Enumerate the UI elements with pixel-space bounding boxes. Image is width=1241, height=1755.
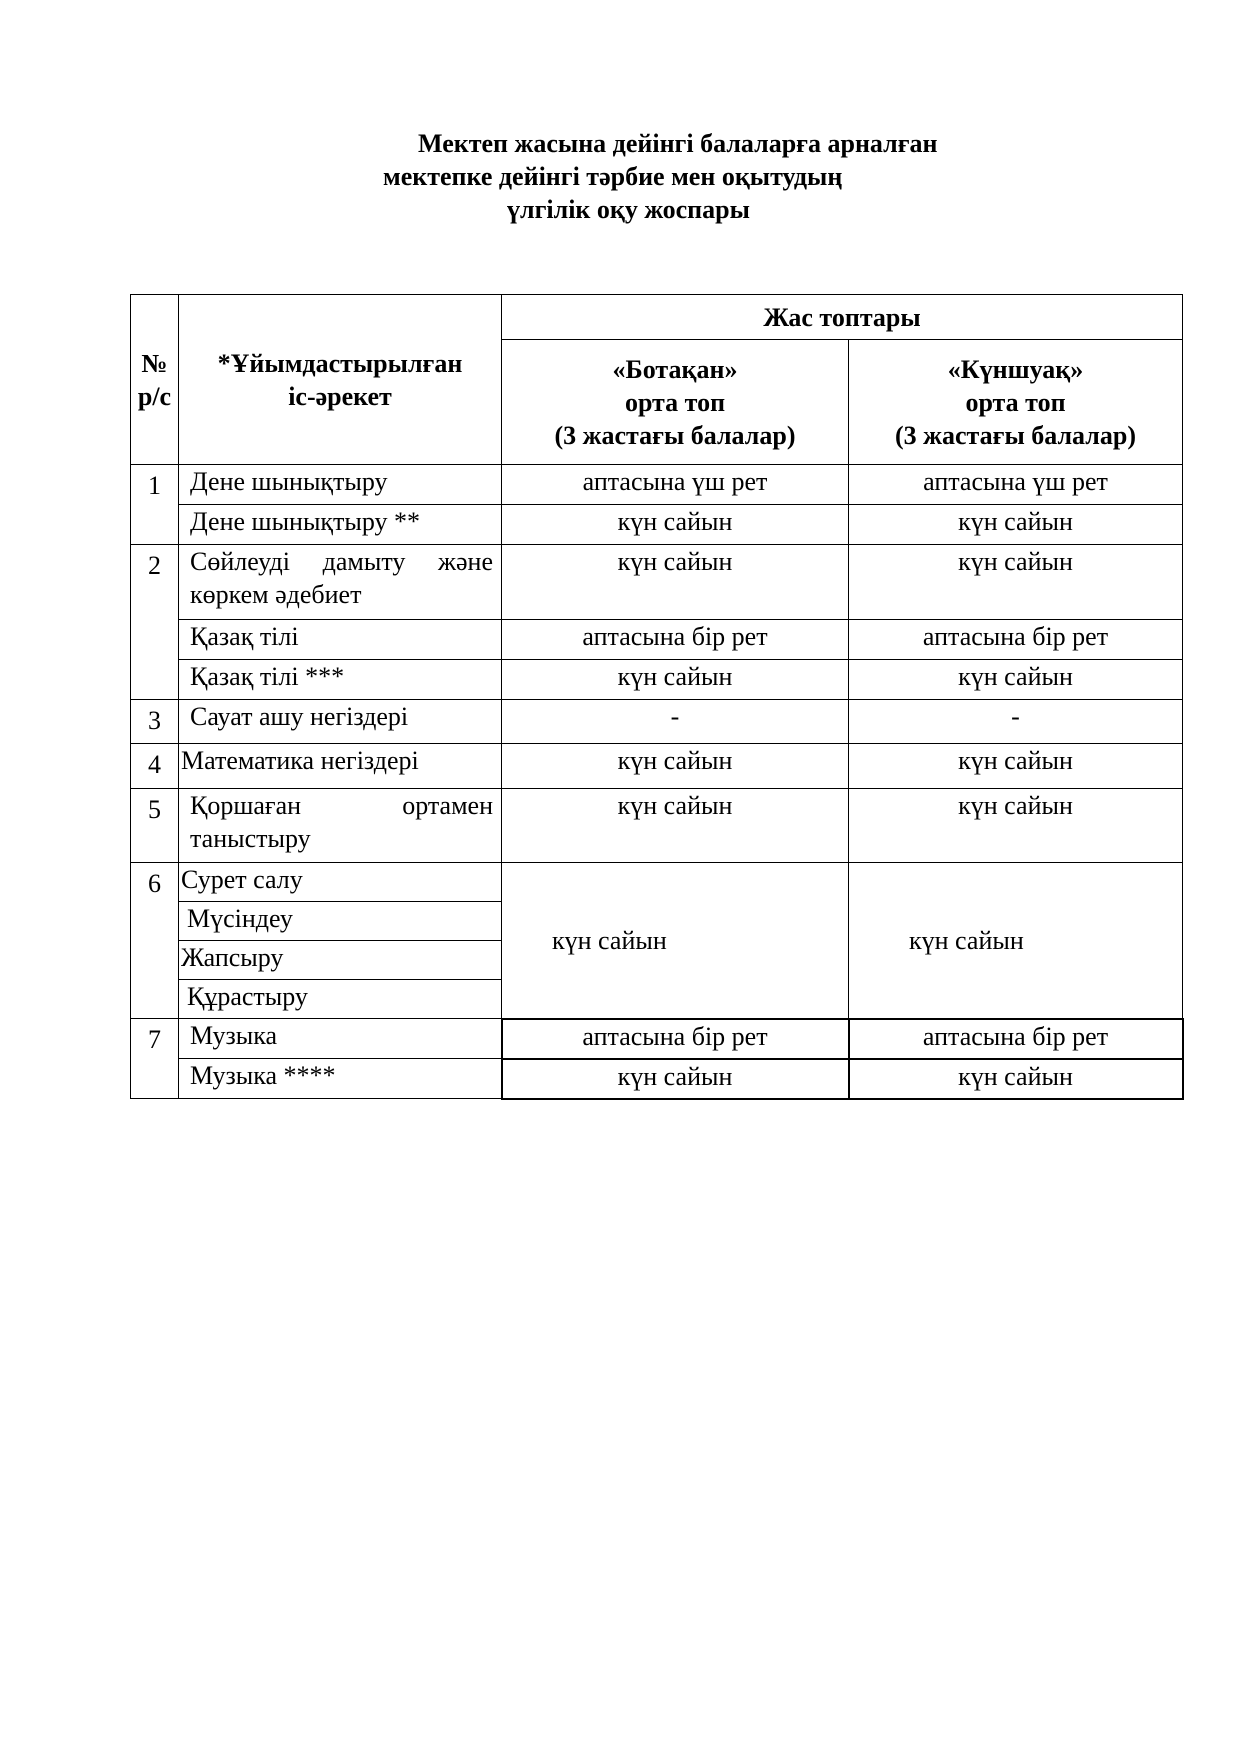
group-1-age: (3 жастағы балалар) xyxy=(554,420,796,450)
activity-line-1: Қоршаған ортамен xyxy=(190,791,493,820)
group-1-value: күн сайын xyxy=(502,1059,849,1099)
table-row xyxy=(131,863,1183,902)
activity-line-1: Сөйлеуді дамыту және xyxy=(190,547,493,576)
activity-cell: Құрастыру xyxy=(179,980,502,1019)
group-2-value: аптасына үш рет xyxy=(849,465,1183,505)
group-2-value: күн сайын xyxy=(849,505,1183,545)
table-row xyxy=(131,744,1183,789)
table-row xyxy=(131,465,1183,505)
document-title-line-1: Мектеп жасына дейінгі балаларға арналған xyxy=(418,129,938,158)
table-row xyxy=(131,620,1183,660)
table-row xyxy=(131,660,1183,700)
row-number: 1 xyxy=(131,465,179,545)
group-1-value: аптасына үш рет xyxy=(502,465,849,505)
group-2-value: күн сайын xyxy=(849,1059,1183,1099)
activity-cell: Қазақ тілі *** xyxy=(179,660,502,700)
group-1-value: күн сайын xyxy=(502,789,849,863)
curriculum-table xyxy=(130,294,1184,1100)
activity-cell: Дене шынықтыру ** xyxy=(179,505,502,545)
group-1-value: аптасына бір рет xyxy=(502,1019,849,1059)
header-activity-cell xyxy=(179,295,502,465)
group-1-value: күн сайын xyxy=(502,660,849,700)
activity-cell: Қазақ тілі xyxy=(179,620,502,660)
document-title-line-2: мектепке дейінгі тәрбие мен оқытудың xyxy=(383,162,843,191)
group-2-value: күн сайын xyxy=(849,863,1183,1019)
document-title-line-3: үлгілік оқу жоспары xyxy=(507,195,750,224)
group-2-age: (3 жастағы балалар) xyxy=(895,420,1136,450)
activity-cell: Музыка xyxy=(179,1019,502,1059)
activity-cell: Сурет салу xyxy=(179,863,502,902)
group-1-value: күн сайын xyxy=(502,744,849,789)
row-number: 5 xyxy=(131,789,179,863)
group-2-value: күн сайын xyxy=(849,744,1183,789)
group-2-value: күн сайын xyxy=(849,660,1183,700)
activity-line-2: көркем әдебиет xyxy=(190,580,362,609)
table-row xyxy=(131,545,1183,620)
group-2-level: орта топ xyxy=(965,387,1066,417)
table-header-row xyxy=(131,295,1183,340)
row-number: 7 xyxy=(131,1019,179,1099)
activity-cell: Дене шынықтыру xyxy=(179,465,502,505)
activity-cell xyxy=(179,545,502,620)
group-1-value: күн сайын xyxy=(502,545,849,620)
header-activity-line-2: іс-әрекет xyxy=(288,381,392,411)
row-number: 3 xyxy=(131,700,179,744)
row-number: 6 xyxy=(131,863,179,1019)
activity-cell: Мүсіндеу xyxy=(179,902,502,941)
activity-cell: Жапсыру xyxy=(179,941,502,980)
table-row xyxy=(131,1019,1183,1059)
group-1-value: - xyxy=(502,700,849,744)
group-1-value: күн сайын xyxy=(502,505,849,545)
header-number-symbol: № xyxy=(141,348,168,378)
header-group-2 xyxy=(849,340,1183,465)
activity-cell xyxy=(179,789,502,863)
row-number: 2 xyxy=(131,545,179,700)
activity-line-2: таныстыру xyxy=(190,824,311,853)
activity-cell: Музыка **** xyxy=(179,1059,502,1099)
activity-cell: Сауат ашу негіздері xyxy=(179,700,502,744)
header-number-abbr: р/с xyxy=(137,381,172,411)
table-row xyxy=(131,789,1183,863)
table-row xyxy=(131,505,1183,545)
header-group-1 xyxy=(502,340,849,465)
group-2-value: күн сайын xyxy=(849,545,1183,620)
group-2-name: «Күншуақ» xyxy=(947,354,1084,384)
table-row xyxy=(131,1059,1183,1099)
group-2-value: аптасына бір рет xyxy=(849,620,1183,660)
row-number: 4 xyxy=(131,744,179,789)
header-activity-line-1: *Ұйымдастырылған xyxy=(217,348,463,378)
header-number-cell xyxy=(131,295,179,465)
group-1-value: күн сайын xyxy=(502,863,849,1019)
table-row xyxy=(131,700,1183,744)
group-1-level: орта топ xyxy=(624,387,726,417)
header-age-groups: Жас топтары xyxy=(502,295,1183,340)
group-1-value: аптасына бір рет xyxy=(502,620,849,660)
activity-cell: Математика негіздері xyxy=(179,744,502,789)
group-2-value: - xyxy=(849,700,1183,744)
group-1-name: «Ботақан» xyxy=(612,354,738,384)
group-2-value: күн сайын xyxy=(849,789,1183,863)
group-2-value: аптасына бір рет xyxy=(849,1019,1183,1059)
